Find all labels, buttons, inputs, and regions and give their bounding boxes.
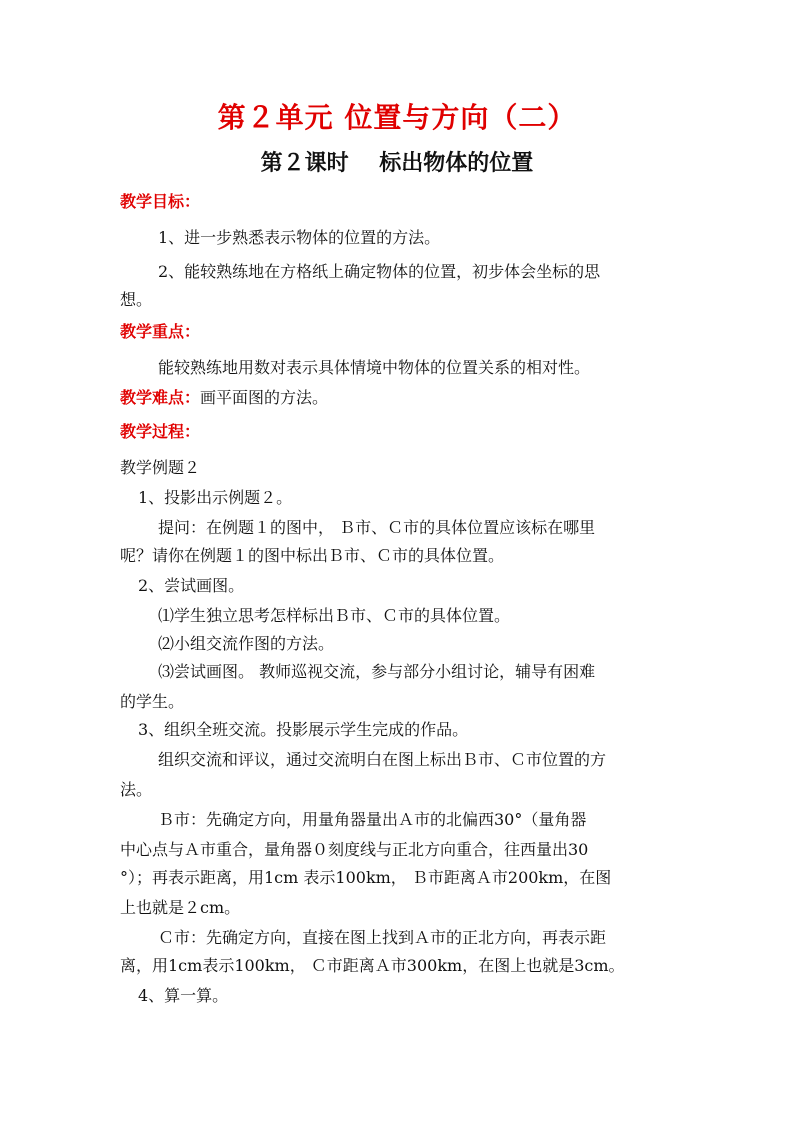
c-city-line-2: 离，用1cm表示100km， Ｃ市距离Ａ市300km，在图上也就是3cm。: [120, 956, 625, 975]
step-2-b: ⑵小组交流作图的方法。: [158, 634, 335, 653]
page-title: 第２单元 位置与方向（二）: [217, 101, 577, 134]
goal-2-line-2: 想。: [120, 290, 153, 309]
step-1: 1、投影出示例题２。: [138, 488, 293, 507]
difficulty-row: [120, 388, 328, 408]
b-city-line-3: °）；再表示距离，用1cm 表示100km， Ｂ市距离Ａ市200km，在图: [120, 868, 612, 887]
difficulty-text: 画平面图的方法。: [200, 388, 329, 407]
difficulty-heading: 教学难点：: [120, 388, 201, 407]
key-heading: 教学重点：: [120, 322, 201, 341]
step-2-c-line-1: ⑶尝试画图。 教师巡视交流，参与部分小组讨论，辅导有困难: [158, 662, 596, 681]
goal-2-line-1: 2、能较熟练地在方格纸上确定物体的位置，初步体会坐标的思: [158, 262, 601, 281]
key-text: 能较熟练地用数对表示具体情境中物体的位置关系的相对性。: [158, 358, 591, 377]
goals-heading: 教学目标：: [120, 192, 201, 211]
example-title: 教学例题２: [120, 458, 201, 477]
b-city-line-2: 中心点与Ａ市重合，量角器０刻度线与正北方向重合，往西量出30: [120, 840, 589, 859]
step-2-c-line-2: 的学生。: [120, 692, 185, 711]
step-4: 4、算一算。: [138, 986, 229, 1005]
b-city-line-1: Ｂ市：先确定方向，用量角器量出Ａ市的北偏西30°（量角器: [158, 810, 587, 829]
c-city-line-1: Ｃ市：先确定方向，直接在图上找到Ａ市的正北方向，再表示距: [158, 928, 607, 947]
question-line-1: 提问：在例题１的图中， Ｂ市、Ｃ市的具体位置应该标在哪里: [158, 518, 596, 537]
step-2: 2、尝试画图。: [138, 576, 245, 595]
step-3: 3、组织全班交流。投影展示学生完成的作品。: [138, 720, 469, 739]
goal-1: 1、进一步熟悉表示物体的位置的方法。: [158, 228, 441, 247]
b-city-line-4: 上也就是２cm。: [120, 898, 241, 917]
step-3-text-line-2: 法。: [120, 780, 153, 799]
lesson-subtitle: 第２课时 标出物体的位置: [260, 150, 534, 176]
question-line-2: 呢？请你在例题１的图中标出Ｂ市、Ｃ市的具体位置。: [120, 546, 505, 565]
step-3-text-line-1: 组织交流和评议，通过交流明白在图上标出Ｂ市、Ｃ市位置的方: [158, 750, 607, 769]
step-2-a: ⑴学生独立思考怎样标出Ｂ市、Ｃ市的具体位置。: [158, 606, 511, 625]
process-heading: 教学过程：: [120, 422, 201, 441]
